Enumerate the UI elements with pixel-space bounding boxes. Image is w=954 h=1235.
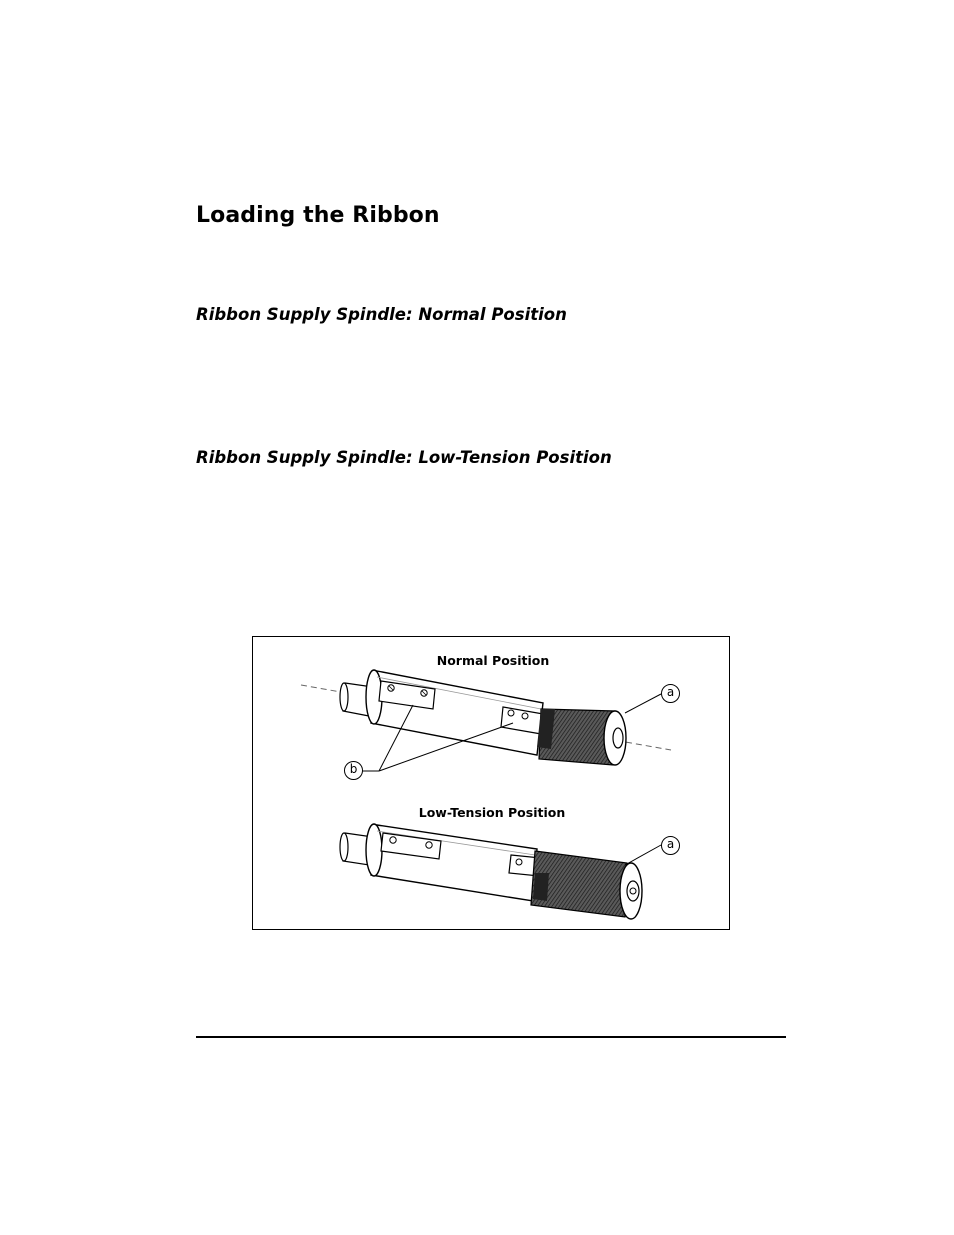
section-heading-low-tension-position: Ribbon Supply Spindle: Low-Tension Position	[196, 448, 612, 467]
callout-b-normal: b	[344, 761, 363, 780]
normal-position-spindle	[301, 670, 671, 771]
normal-position-label: Normal Position	[436, 653, 550, 668]
callout-a-low-tension: a	[661, 836, 680, 855]
footer-rule	[196, 1036, 786, 1038]
low-tension-position-label: Low-Tension Position	[418, 805, 566, 820]
spindle-illustration	[253, 637, 729, 929]
low-tension-position-spindle	[340, 824, 661, 919]
section-heading-normal-position: Ribbon Supply Spindle: Normal Position	[196, 305, 567, 324]
page-title: Loading the Ribbon	[196, 203, 440, 228]
callout-a-normal: a	[661, 684, 680, 703]
spindle-figure	[252, 636, 730, 930]
